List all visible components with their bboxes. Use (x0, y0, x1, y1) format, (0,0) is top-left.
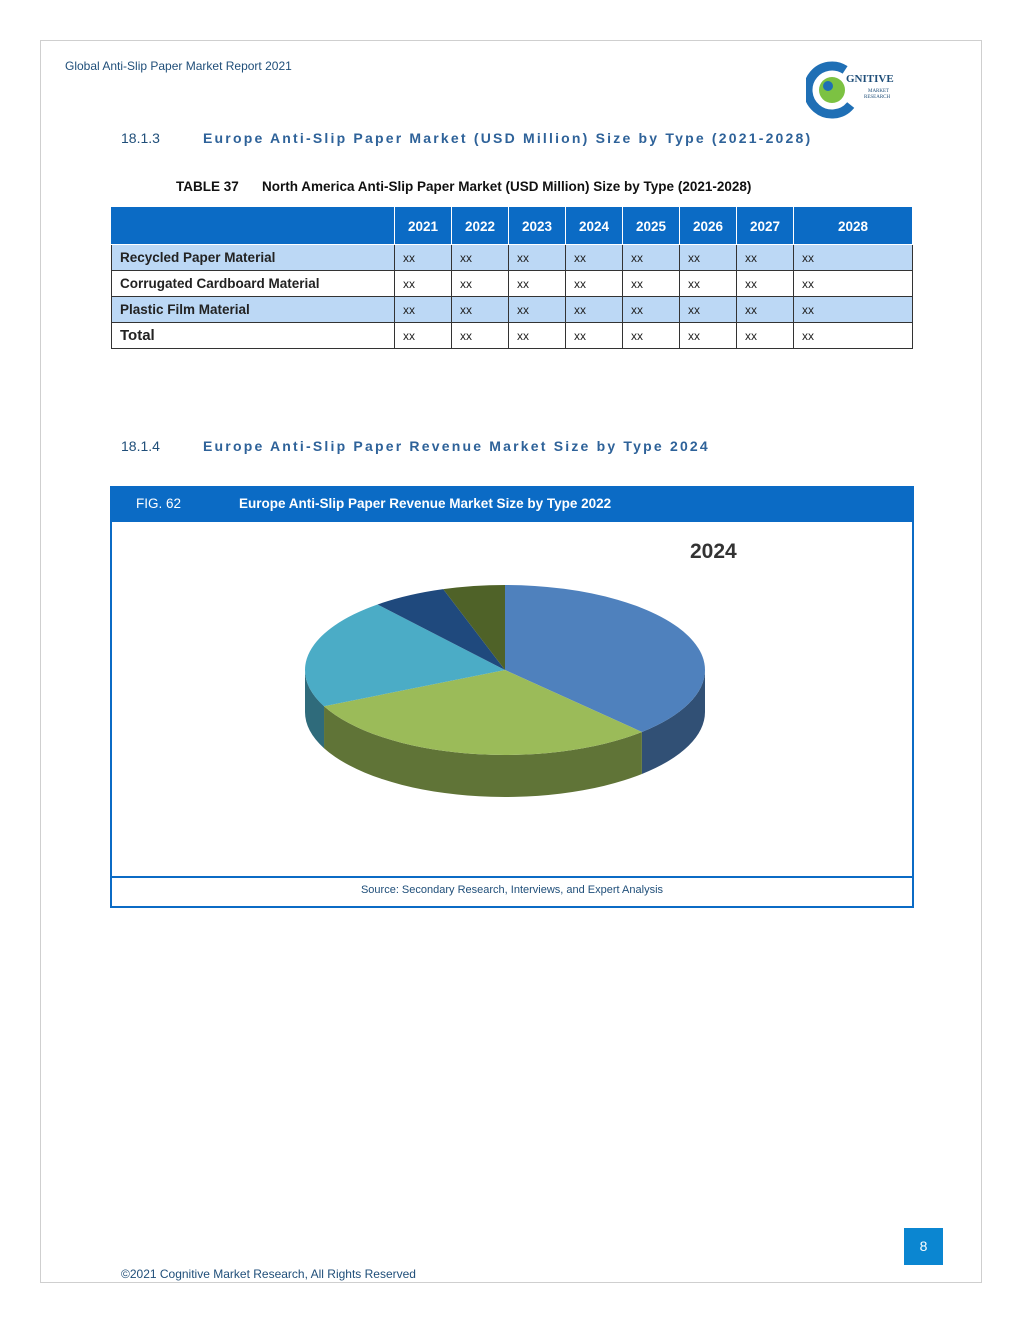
table-label: TABLE 37 (176, 179, 239, 194)
table-cell: xx (509, 323, 566, 349)
table-cell: xx (509, 271, 566, 297)
table-cell: xx (452, 323, 509, 349)
svg-text:MARKET: MARKET (868, 89, 890, 94)
figure-divider (112, 876, 912, 878)
pie-chart (290, 570, 720, 830)
table-header-cell: 2028 (794, 208, 913, 245)
row-label: Corrugated Cardboard Material (112, 271, 395, 297)
table-cell: xx (509, 245, 566, 271)
report-header-title: Global Anti-Slip Paper Market Report 2021 (65, 59, 292, 73)
table-cell: xx (794, 323, 913, 349)
table-cell: xx (566, 297, 623, 323)
table-cell: xx (452, 271, 509, 297)
table-caption (176, 179, 751, 194)
table-cell: xx (566, 245, 623, 271)
section-number: 18.1.4 (121, 438, 160, 454)
table-cell: xx (794, 297, 913, 323)
table-cell: xx (395, 297, 452, 323)
table-header-cell: 2027 (737, 208, 794, 245)
table-cell: xx (566, 323, 623, 349)
row-label: Plastic Film Material (112, 297, 395, 323)
table-cell: xx (623, 297, 680, 323)
table-cell: xx (395, 323, 452, 349)
market-size-table (111, 207, 913, 349)
figure-title: Europe Anti-Slip Paper Revenue Market Size by Type 2022 (239, 496, 612, 511)
table-cell: xx (395, 245, 452, 271)
section-title: Europe Anti-Slip Paper Market (USD Million) Size by Type (2021-2028) (203, 130, 813, 146)
table-header-cell: 2026 (680, 208, 737, 245)
table-cell: xx (680, 245, 737, 271)
table-header-cell (112, 208, 395, 245)
row-label: Recycled Paper Material (112, 245, 395, 271)
table-cell: xx (737, 245, 794, 271)
svg-text:GNITIVE: GNITIVE (846, 73, 894, 85)
section-title: Europe Anti-Slip Paper Revenue Market Size by Type 2024 (203, 438, 710, 454)
table-title: North America Anti-Slip Paper Market (USD Million) Size by Type (2021-2028) (262, 179, 752, 194)
table-header-cell: 2022 (452, 208, 509, 245)
svg-text:RESEARCH: RESEARCH (864, 95, 891, 100)
table-cell: xx (680, 323, 737, 349)
table-cell: xx (452, 297, 509, 323)
table-header-cell: 2024 (566, 208, 623, 245)
section-heading-18-1-3 (121, 130, 812, 146)
table-cell: xx (680, 297, 737, 323)
table-cell: xx (794, 271, 913, 297)
table-cell: xx (737, 323, 794, 349)
section-number: 18.1.3 (121, 130, 160, 146)
company-logo (806, 60, 902, 120)
table-cell: xx (737, 297, 794, 323)
table-row-total (112, 323, 913, 349)
table-header-cell: 2023 (509, 208, 566, 245)
table-cell: xx (623, 271, 680, 297)
table-cell: xx (623, 245, 680, 271)
row-label: Total (112, 323, 395, 349)
figure-source: Source: Secondary Research, Interviews, and Expert Analysis (360, 884, 664, 896)
table-cell: xx (623, 323, 680, 349)
footer-copyright: ©2021 Cognitive Market Research, All Rights Reserved (121, 1267, 416, 1281)
chart-title: 2024 (690, 540, 737, 563)
section-heading-18-1-4 (121, 438, 710, 454)
table-cell: xx (566, 271, 623, 297)
table-cell: xx (680, 271, 737, 297)
table-row (112, 297, 913, 323)
table-cell: xx (737, 271, 794, 297)
table-cell: xx (509, 297, 566, 323)
table-cell: xx (452, 245, 509, 271)
table-header-cell: 2025 (623, 208, 680, 245)
table-cell: xx (794, 245, 913, 271)
table-row (112, 271, 913, 297)
page-number: 8 (904, 1228, 943, 1265)
table-row (112, 245, 913, 271)
table-header-row (112, 208, 913, 245)
table-cell: xx (395, 271, 452, 297)
figure-label: FIG. 62 (136, 496, 182, 511)
table-header-cell: 2021 (395, 208, 452, 245)
figure-title-bar (112, 488, 912, 522)
